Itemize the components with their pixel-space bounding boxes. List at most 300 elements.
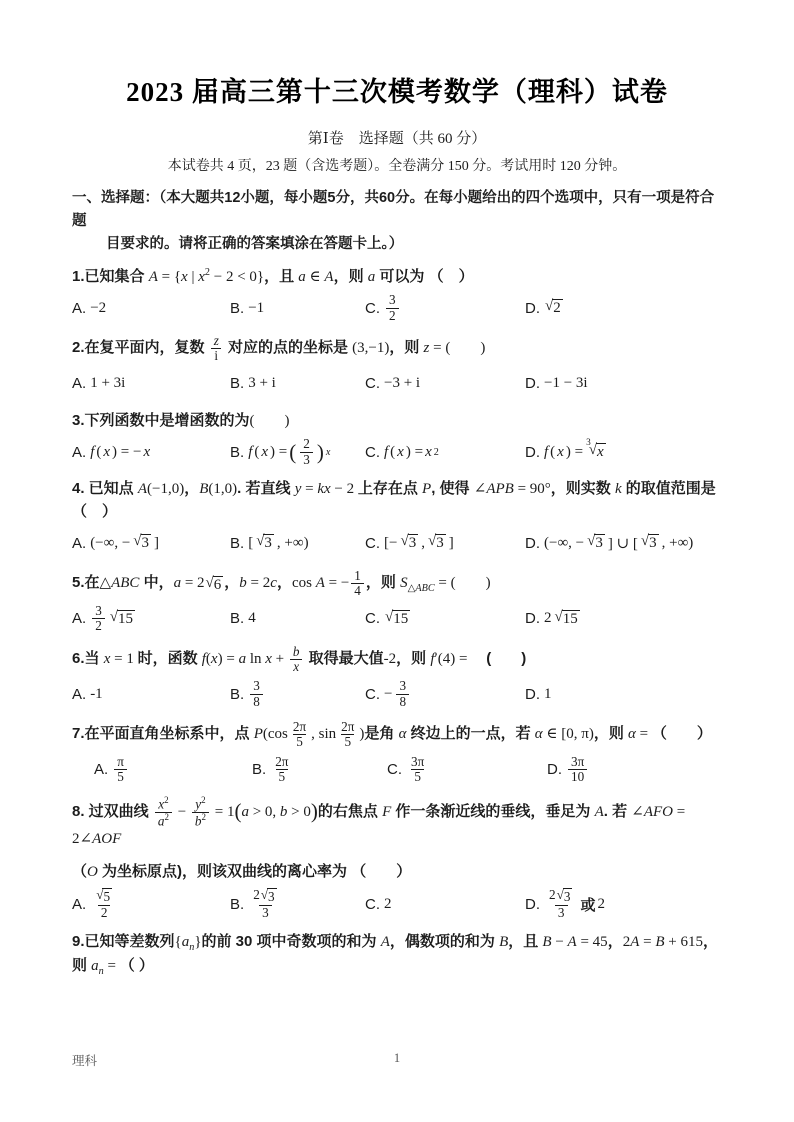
- math-text: (cos: [262, 726, 288, 743]
- math-text: − 2: [330, 481, 358, 498]
- math-variable: k: [614, 481, 622, 498]
- question-5-option-B: [230, 610, 365, 627]
- cjk-text: 的右焦点: [317, 802, 383, 820]
- fraction-denominator: [114, 769, 127, 784]
- question-6-option-B: [230, 679, 365, 709]
- fraction-numerator: [192, 796, 208, 812]
- fraction-numerator: [272, 755, 291, 769]
- radicand: [435, 534, 446, 552]
- math-text: 4: [248, 610, 256, 627]
- question-5-option-A: [72, 604, 230, 634]
- fraction-numerator: [300, 437, 313, 451]
- math-variable: a: [298, 268, 306, 285]
- math-text: i: [214, 348, 219, 364]
- math-radical: [586, 437, 606, 461]
- question-9: [72, 931, 722, 980]
- option-label: B.: [230, 375, 245, 393]
- radicand: [141, 534, 152, 552]
- math-variable: x: [265, 650, 272, 667]
- math-text: 2: [549, 887, 556, 903]
- math-text: = 90°: [513, 481, 551, 498]
- option-label: B.: [230, 299, 245, 317]
- big-paren: ): [310, 798, 318, 823]
- question-6-stem: [72, 645, 722, 675]
- fraction-denominator: [341, 734, 354, 749]
- radicand: [408, 534, 419, 552]
- option-label: D.: [525, 610, 540, 628]
- math-text: , +∞): [661, 534, 694, 551]
- math-text: (−∞, −: [90, 534, 131, 551]
- math-text: = 2∠: [72, 803, 686, 848]
- radicand: [594, 534, 605, 552]
- cjk-text: ( ): [471, 649, 527, 667]
- math-variable: x: [596, 444, 604, 461]
- math-text: (: [550, 443, 556, 460]
- option-label: C.: [387, 761, 402, 779]
- math-text: 2: [164, 795, 169, 806]
- instructions-line-1: 一、选择题：（本大题共12小题，每小题5分，共60分。在每小题给出的四个选项中，只有一项是符合题: [72, 190, 715, 229]
- fraction-numerator: [546, 888, 576, 904]
- big-paren: ): [316, 439, 324, 464]
- cjk-text: ，且: [264, 267, 299, 285]
- cjk-text: ，则: [333, 267, 368, 285]
- math-text: (: [205, 650, 211, 667]
- fraction-numerator: [211, 334, 222, 348]
- math-text: [: [248, 534, 254, 551]
- math-radical: [385, 610, 410, 628]
- option-label: D.: [547, 761, 562, 779]
- question-7-option-C: [387, 755, 547, 785]
- question-3-option-D: [525, 437, 722, 461]
- math-variable: A: [630, 933, 640, 950]
- cjk-text: ，: [607, 932, 623, 950]
- question-8-options: [72, 888, 722, 919]
- math-text: 2: [201, 811, 206, 822]
- math-variable: A: [567, 933, 577, 950]
- math-text: 2: [303, 436, 310, 452]
- math-fraction: [92, 604, 105, 634]
- cjk-text: ，偶数项的和为: [389, 932, 500, 950]
- math-variable: x: [103, 650, 111, 667]
- math-text: +: [271, 650, 288, 667]
- question-4-options: [72, 528, 722, 558]
- fraction-numerator: [114, 755, 127, 769]
- cjk-text: 9.已知等差数列: [72, 932, 175, 950]
- math-variable: kx: [317, 481, 331, 498]
- math-fraction: [300, 437, 313, 467]
- math-text: ,: [421, 534, 425, 551]
- math-variable: B: [199, 481, 209, 498]
- cjk-text: 上存在点: [357, 480, 423, 498]
- fraction-denominator: [411, 769, 424, 784]
- question-8-option-D: [525, 888, 722, 919]
- question-2-options: [72, 369, 722, 399]
- fraction-denominator: [351, 583, 364, 598]
- math-text: [−: [384, 534, 398, 551]
- math-text: 2: [622, 933, 631, 950]
- math-text: ): [359, 726, 365, 743]
- math-radical: [96, 888, 112, 904]
- math-text: ) =: [405, 443, 424, 460]
- math-variable: a: [91, 958, 99, 975]
- math-variable: f: [248, 443, 253, 460]
- math-variable: y: [195, 796, 202, 812]
- math-variable: x: [325, 446, 331, 458]
- radicand: [552, 299, 563, 317]
- radical-sign: √: [96, 887, 104, 903]
- option-label: C.: [365, 895, 380, 913]
- math-variable: F: [382, 803, 392, 820]
- cjk-text: ，则: [72, 932, 718, 975]
- math-text: 3: [408, 535, 417, 552]
- math-text: ) =: [270, 443, 288, 460]
- math-variable: A: [315, 575, 325, 592]
- math-text: 3: [595, 535, 603, 552]
- math-text: (: [96, 443, 102, 460]
- question-3-option-C: [365, 444, 525, 461]
- math-text: 2: [100, 904, 108, 920]
- math-text: 3: [399, 678, 407, 694]
- math-text: 2: [553, 300, 561, 317]
- math-radical: [587, 534, 605, 552]
- math-radical: [110, 610, 135, 628]
- math-variable: x: [397, 443, 404, 460]
- question-4-option-D: [525, 534, 722, 553]
- math-variable: S: [400, 575, 408, 592]
- question-7-option-A: [94, 755, 252, 785]
- fraction-denominator: [290, 659, 302, 674]
- math-variable: x: [557, 443, 564, 460]
- radicand: [102, 888, 112, 904]
- math-variable: b: [292, 643, 300, 659]
- math-variable: z: [423, 340, 430, 357]
- math-text: −3 + i: [384, 375, 421, 392]
- math-variable: a: [181, 933, 190, 950]
- math-text: −: [551, 933, 568, 950]
- math-text: 3π: [571, 753, 585, 769]
- math-text: (3,−1): [352, 340, 390, 357]
- option-label: A.: [72, 685, 87, 703]
- math-text: (: [390, 443, 396, 460]
- question-8-stem: [72, 796, 722, 851]
- math-text: =: [103, 958, 120, 975]
- cjk-text: ，: [276, 574, 292, 592]
- math-variable: f: [544, 443, 549, 460]
- option-label: D.: [525, 375, 540, 393]
- option-label: B.: [252, 761, 267, 779]
- math-text: ( ): [249, 412, 290, 429]
- math-variable: b: [279, 803, 288, 820]
- cjk-text: 取得最大值: [304, 649, 384, 667]
- radical-sign: √: [109, 608, 119, 625]
- math-text: −2: [90, 299, 107, 316]
- math-radical: [545, 299, 563, 317]
- radical-sign: √: [545, 298, 554, 315]
- cjk-text: 6.当: [72, 649, 104, 667]
- question-2-stem: [72, 334, 722, 364]
- cjk-text: ，且: [508, 932, 543, 950]
- question-8-option-B: [230, 888, 365, 919]
- math-text: 2: [164, 811, 169, 822]
- math-variable: y: [294, 481, 302, 498]
- fraction-denominator: [250, 694, 263, 709]
- cjk-text: 中，: [139, 574, 174, 592]
- math-fraction: [92, 888, 116, 919]
- option-label: A.: [72, 443, 87, 461]
- math-fraction: [396, 679, 409, 709]
- questions: [72, 265, 722, 980]
- math-sup: [326, 447, 331, 458]
- math-radical: [256, 534, 274, 552]
- math-variable: x: [158, 796, 165, 812]
- math-variable: a: [238, 650, 247, 667]
- math-radical: [206, 576, 224, 594]
- math-text: ′(4) =: [434, 650, 472, 667]
- cjk-text: 8. 过双曲线: [72, 802, 153, 820]
- radicand: [648, 534, 659, 552]
- math-text: 5: [414, 769, 421, 785]
- math-variable: a: [173, 575, 182, 592]
- math-text: + 615: [664, 933, 703, 950]
- question-3: [72, 410, 722, 468]
- cjk-text: 是角: [364, 725, 399, 743]
- math-text: 3: [268, 889, 275, 905]
- question-2: [72, 334, 722, 399]
- math-text: 8: [253, 693, 260, 709]
- question-4-stem: [72, 478, 722, 523]
- cjk-text: ，则: [389, 339, 424, 357]
- question-1-stem: [72, 265, 722, 289]
- math-text: 3 + i: [248, 375, 276, 392]
- question-4-option-A: [72, 534, 230, 552]
- math-fraction: [546, 888, 576, 919]
- math-text: 10: [571, 769, 585, 785]
- question-1-option-D: [525, 299, 722, 317]
- math-text: ∠: [631, 803, 644, 820]
- math-text: 6: [213, 577, 222, 594]
- question-8-option-A: [72, 888, 230, 919]
- cjk-text: 为坐标原点)，则该双曲线的离心率为 （ ）: [97, 862, 412, 880]
- big-paren: (: [289, 439, 297, 464]
- math-text: > 0,: [248, 803, 280, 820]
- math-text: π: [117, 753, 124, 769]
- section-title: 第Ⅰ卷 选择题（共 60 分）: [307, 131, 487, 147]
- cjk-text: ，: [184, 480, 200, 498]
- math-variable: B: [655, 933, 665, 950]
- radicand: [263, 534, 274, 552]
- option-label: D.: [525, 685, 540, 703]
- cjk-text: 或: [580, 896, 596, 914]
- fraction-denominator: [568, 769, 587, 784]
- math-text: = ( ): [434, 575, 491, 592]
- fraction-denominator: [92, 618, 105, 633]
- math-text: = 1: [110, 650, 138, 667]
- radical-sign: √: [588, 442, 597, 459]
- question-3-option-B: [230, 437, 365, 467]
- question-5-options: [72, 604, 722, 634]
- page-footer: [72, 1051, 722, 1066]
- math-text: 5: [344, 734, 352, 750]
- math-variable: AOF: [92, 831, 122, 848]
- math-text: = 1: [210, 803, 235, 820]
- math-text: ) =: [217, 650, 239, 667]
- math-fraction: [338, 720, 357, 750]
- fraction-numerator: [155, 796, 171, 812]
- radical-sign: √: [427, 533, 437, 550]
- math-text: 5: [296, 734, 303, 750]
- math-variable: α: [628, 726, 636, 743]
- math-variable: f: [430, 650, 435, 667]
- math-text: −1: [248, 299, 265, 316]
- fraction-denominator: [300, 452, 313, 467]
- option-label: D.: [525, 299, 540, 317]
- math-text: 3: [557, 904, 565, 920]
- option-label: C.: [365, 375, 380, 393]
- math-text: 2: [201, 795, 206, 806]
- math-text: ]: [154, 534, 160, 551]
- math-text: 1: [544, 685, 552, 702]
- math-text: > 0: [287, 803, 311, 820]
- radicand: [392, 610, 410, 628]
- option-label: D.: [525, 534, 540, 552]
- question-6-option-C: [365, 679, 525, 709]
- cjk-text: 终边上的一点，若: [406, 725, 535, 743]
- math-variable: n: [189, 941, 195, 953]
- math-text: }: [194, 933, 202, 950]
- question-1-option-C: [365, 293, 525, 323]
- math-variable: ABC: [111, 575, 140, 592]
- math-variable: f: [384, 443, 389, 460]
- radical-sign: √: [256, 533, 265, 550]
- math-text: |: [187, 268, 199, 285]
- math-sup: [164, 812, 168, 822]
- math-text: 2: [544, 610, 552, 627]
- cjk-text: 7.在平面直角坐标系中，点: [72, 725, 254, 743]
- math-variable: A: [594, 803, 604, 820]
- math-text: 5: [278, 769, 286, 785]
- radicand: [117, 610, 135, 628]
- math-text: △: [407, 583, 416, 595]
- radical-sign: √: [640, 533, 650, 550]
- cjk-text: 3.下列函数中是增函数的为: [72, 411, 250, 429]
- fraction-numerator: [250, 888, 280, 904]
- math-text: -1: [90, 685, 103, 702]
- math-variable: x: [210, 650, 218, 667]
- math-fraction: [192, 796, 209, 828]
- radicand: [562, 610, 580, 628]
- fraction-denominator: [276, 769, 289, 784]
- cjk-text: 2.在复平面内，复数: [72, 339, 209, 357]
- math-sub: [408, 583, 435, 594]
- math-fraction: [386, 293, 399, 323]
- question-2-option-A: [72, 375, 230, 392]
- radical-sign: √: [556, 887, 564, 903]
- math-text: 3: [95, 602, 102, 618]
- math-variable: x: [198, 268, 205, 285]
- math-fraction: [408, 755, 427, 785]
- math-text: 2: [95, 618, 102, 634]
- math-variable: x: [425, 443, 432, 460]
- question-3-stem: [72, 410, 722, 433]
- option-label: A.: [72, 895, 87, 913]
- fraction-denominator: [98, 905, 111, 920]
- math-fraction: [250, 888, 280, 919]
- math-variable: x: [293, 658, 300, 674]
- math-variable: A: [380, 933, 390, 950]
- math-text: ∠: [473, 481, 487, 498]
- footer-page-number: 1: [393, 1051, 401, 1065]
- math-text: 2π: [275, 753, 289, 769]
- question-1-option-A: [72, 300, 230, 317]
- option-label: A.: [72, 375, 87, 393]
- option-label: A.: [72, 299, 87, 317]
- math-text: 1: [354, 568, 361, 584]
- math-text: ]: [448, 534, 454, 551]
- question-4: [72, 478, 722, 558]
- math-text: 8: [399, 693, 407, 709]
- question-8: [72, 796, 722, 920]
- math-variable: x: [181, 268, 188, 285]
- cjk-text: 5.在: [72, 574, 100, 592]
- math-text: 1 + 3i: [90, 375, 126, 392]
- fraction-denominator: [192, 812, 209, 829]
- math-text: ] ∪ [: [607, 535, 638, 552]
- math-text: = ( ): [429, 340, 486, 357]
- question-2-option-B: [230, 375, 365, 392]
- math-text: △: [99, 575, 112, 592]
- math-variable: AFO: [643, 803, 674, 820]
- math-variable: x: [261, 443, 269, 460]
- math-text: ) = −: [112, 443, 142, 460]
- fraction-numerator: [386, 293, 399, 307]
- math-variable: f: [90, 443, 95, 460]
- math-variable: z: [213, 333, 219, 349]
- fraction-numerator: [351, 569, 364, 583]
- math-text: ∈ [0, π): [542, 726, 594, 743]
- fraction-denominator: [211, 348, 221, 363]
- question-5: [72, 569, 722, 634]
- math-fraction: [568, 755, 587, 785]
- math-text: =: [635, 726, 652, 743]
- cjk-text: . 若: [603, 802, 632, 820]
- cjk-text: , 使得: [431, 480, 474, 498]
- math-radical: [555, 610, 580, 628]
- cjk-text: ，则: [396, 649, 431, 667]
- math-radical: [557, 888, 573, 904]
- math-fraction: [290, 720, 309, 750]
- math-variable: a: [157, 813, 165, 829]
- math-variable: n: [98, 966, 104, 978]
- radicand: [563, 888, 573, 904]
- math-variable: c: [270, 575, 277, 592]
- fraction-numerator: [568, 755, 587, 769]
- math-text: =: [301, 481, 318, 498]
- radical-sign: √: [133, 533, 142, 550]
- math-text: 2: [204, 266, 210, 278]
- math-radical: [261, 888, 277, 904]
- math-text: 3: [264, 535, 272, 552]
- radical-sign: √: [587, 533, 596, 550]
- radical-sign: √: [554, 608, 563, 625]
- option-label: C.: [365, 534, 380, 552]
- question-8-option-C: [365, 896, 525, 913]
- math-sup: [434, 447, 439, 458]
- math-text: 5: [117, 769, 124, 785]
- math-variable: α: [534, 726, 543, 743]
- math-text: 3: [436, 535, 444, 552]
- math-text: 3: [563, 889, 571, 905]
- math-variable: a: [367, 268, 376, 285]
